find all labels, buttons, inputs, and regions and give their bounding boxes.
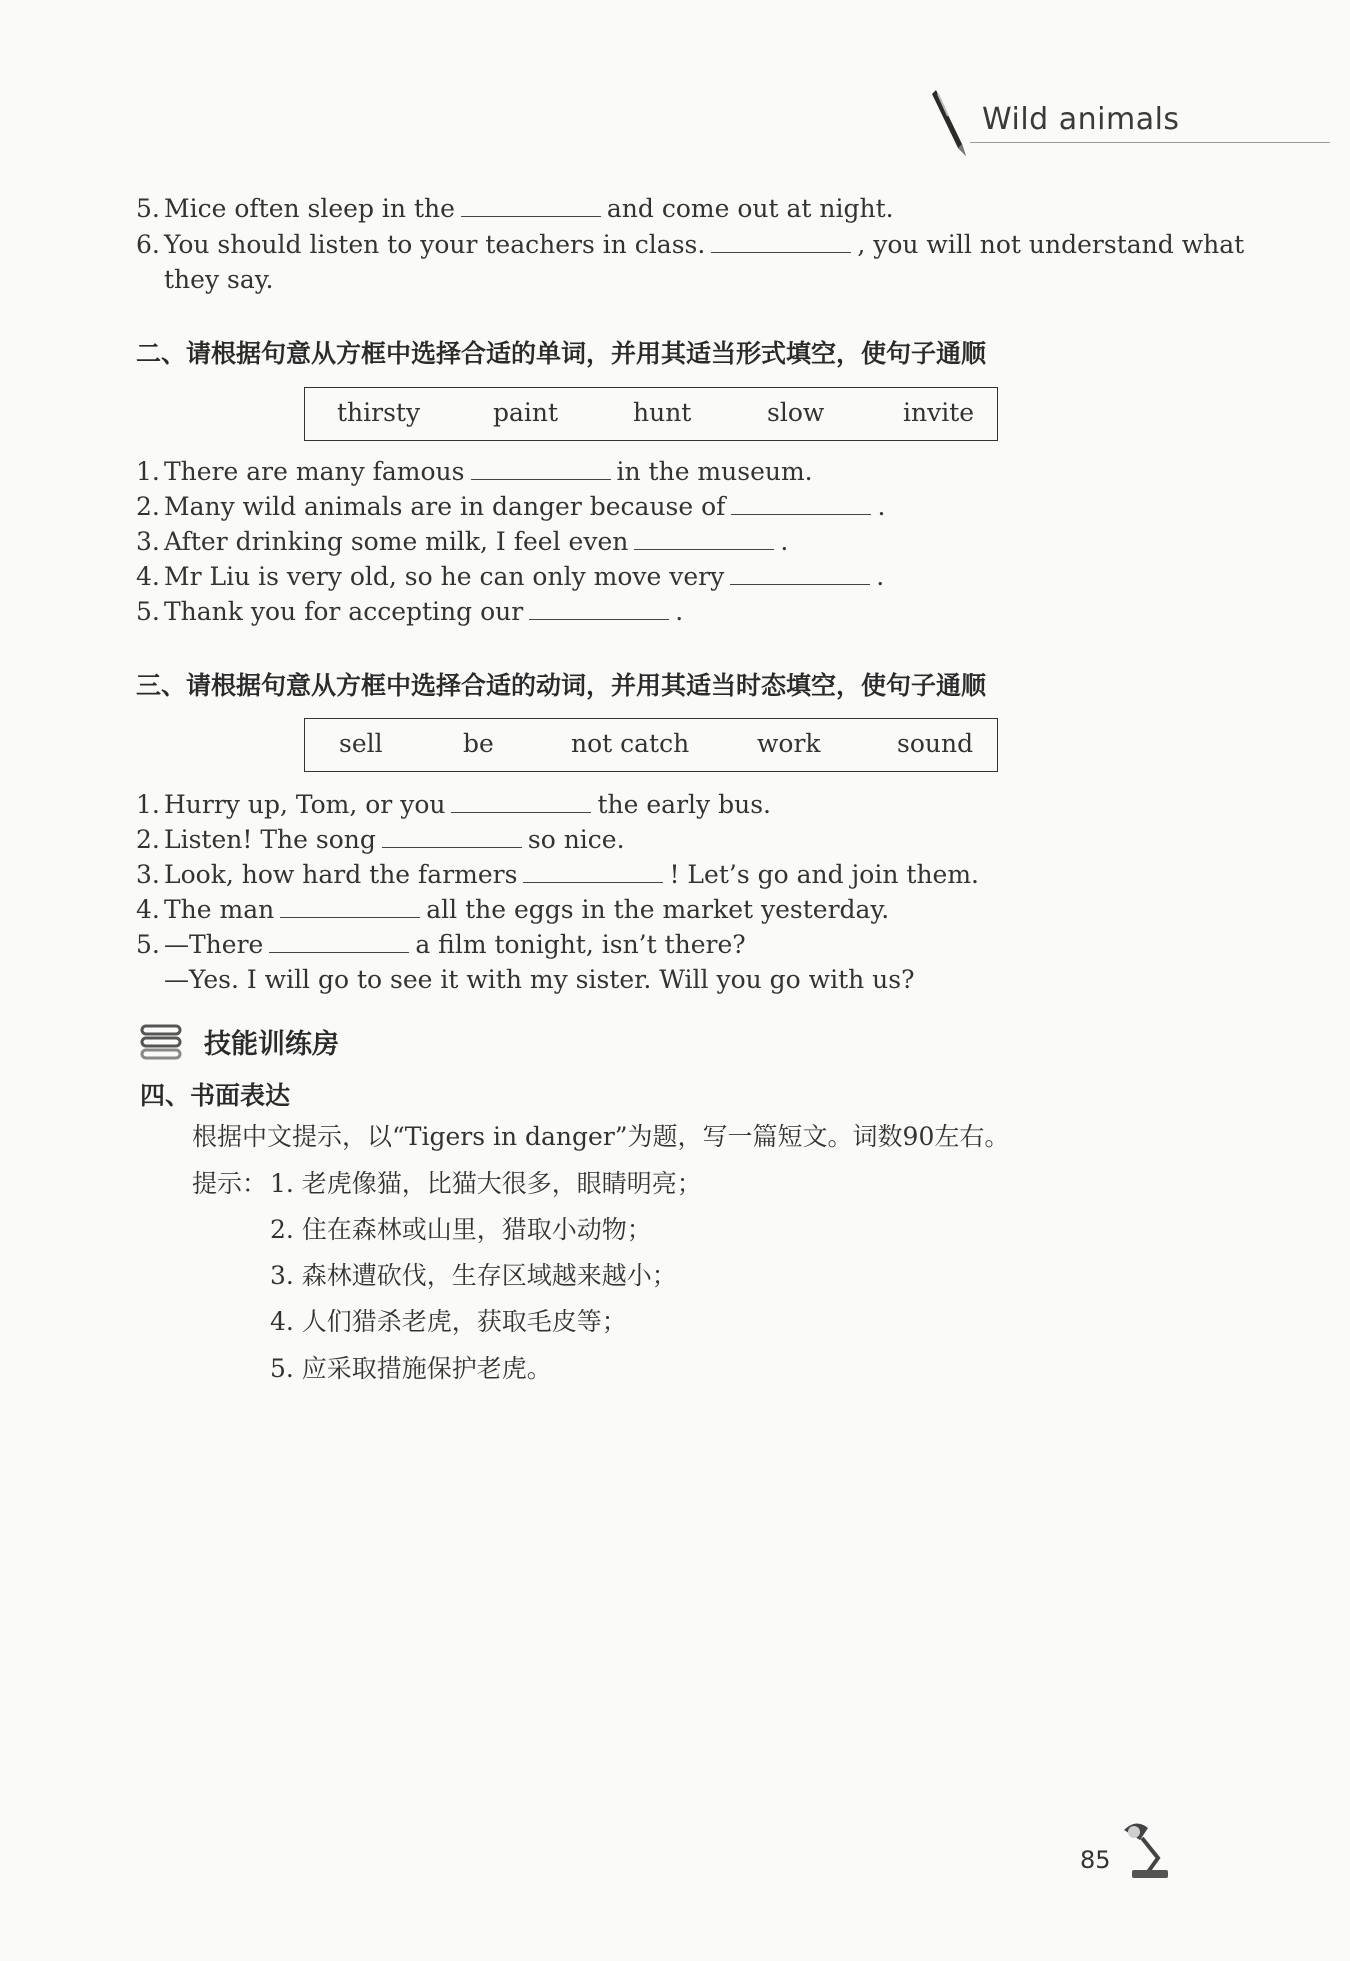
answer-blank[interactable] <box>730 583 870 585</box>
question-item: 2. Many wild animals are in danger because of . <box>136 492 886 521</box>
header-rule <box>970 142 1330 143</box>
word-option: sell <box>339 729 383 758</box>
unit-title: Wild animals <box>982 102 1180 137</box>
hint-item: 5. 应采取措施保护老虎。 <box>270 1354 552 1383</box>
word-option: sound <box>897 729 974 758</box>
question-item: 5. Thank you for accepting our . <box>136 597 684 626</box>
word-option: work <box>757 729 821 758</box>
word-option: hunt <box>633 398 692 427</box>
question-continuation: they say. <box>164 265 274 294</box>
word-option: be <box>463 729 494 758</box>
hint-item: 1. 老虎像猫，比猫大很多，眼睛明亮； <box>270 1169 702 1198</box>
word-option: thirsty <box>337 398 421 427</box>
pen-icon <box>928 88 976 158</box>
question-item: 5. —There a film tonight, isn’t there? <box>136 930 746 959</box>
word-option: paint <box>493 398 559 427</box>
answer-blank[interactable] <box>280 916 420 918</box>
answer-blank[interactable] <box>711 251 851 253</box>
skills-section-title: 技能训练房 <box>204 1029 339 1060</box>
dialogue-reply: —Yes. I will go to see it with my sister. Will you go with us? <box>164 965 915 994</box>
answer-blank[interactable] <box>523 881 663 883</box>
question-item: 3. Look, how hard the farmers ! Let’s go and join them. <box>136 860 979 889</box>
question-item: 1. There are many famous in the museum. <box>136 457 813 486</box>
answer-blank[interactable] <box>731 513 871 515</box>
section-heading: 二、请根据句意从方框中选择合适的单词，并用其适当形式填空，使句子通顺 <box>136 339 987 368</box>
answer-blank[interactable] <box>269 951 409 953</box>
hint-item: 3. 森林遭砍伐，生存区域越来越小； <box>270 1261 677 1290</box>
question-item: 4. Mr Liu is very old, so he can only move very . <box>136 562 885 591</box>
answer-blank[interactable] <box>634 548 774 550</box>
answer-blank[interactable] <box>382 846 522 848</box>
word-box <box>304 387 998 441</box>
word-option: not catch <box>571 729 690 758</box>
page-number: 85 <box>1080 1846 1111 1874</box>
question-item: 3. After drinking some milk, I feel even . <box>136 527 789 556</box>
question-item: 2. Listen! The song so nice. <box>136 825 625 854</box>
skills-section-icon <box>140 1020 184 1064</box>
question-item: 6. You should listen to your teachers in class. , you will not understand what <box>136 230 1245 259</box>
word-option: slow <box>767 398 825 427</box>
word-option: invite <box>903 398 975 427</box>
writing-instructions: 根据中文提示，以“Tigers in danger”为题，写一篇短文。词数90左右。 <box>192 1122 1010 1151</box>
word-box <box>304 718 998 772</box>
page-header <box>920 88 1330 158</box>
question-item: 5. Mice often sleep in the and come out at night. <box>136 194 894 223</box>
answer-blank[interactable] <box>529 618 669 620</box>
question-item: 4. The man all the eggs in the market yesterday. <box>136 895 890 924</box>
hint-item: 4. 人们猎杀老虎，获取毛皮等； <box>270 1307 627 1336</box>
answer-blank[interactable] <box>451 811 591 813</box>
desk-lamp-icon <box>1118 1818 1174 1880</box>
section-heading: 四、书面表达 <box>140 1081 291 1110</box>
answer-blank[interactable] <box>471 478 611 480</box>
hint-label: 提示： <box>192 1169 268 1198</box>
question-item: 1. Hurry up, Tom, or you the early bus. <box>136 790 771 819</box>
section-heading: 三、请根据句意从方框中选择合适的动词，并用其适当时态填空，使句子通顺 <box>136 671 987 700</box>
hint-item: 2. 住在森林或山里，猎取小动物； <box>270 1215 652 1244</box>
answer-blank[interactable] <box>461 215 601 217</box>
